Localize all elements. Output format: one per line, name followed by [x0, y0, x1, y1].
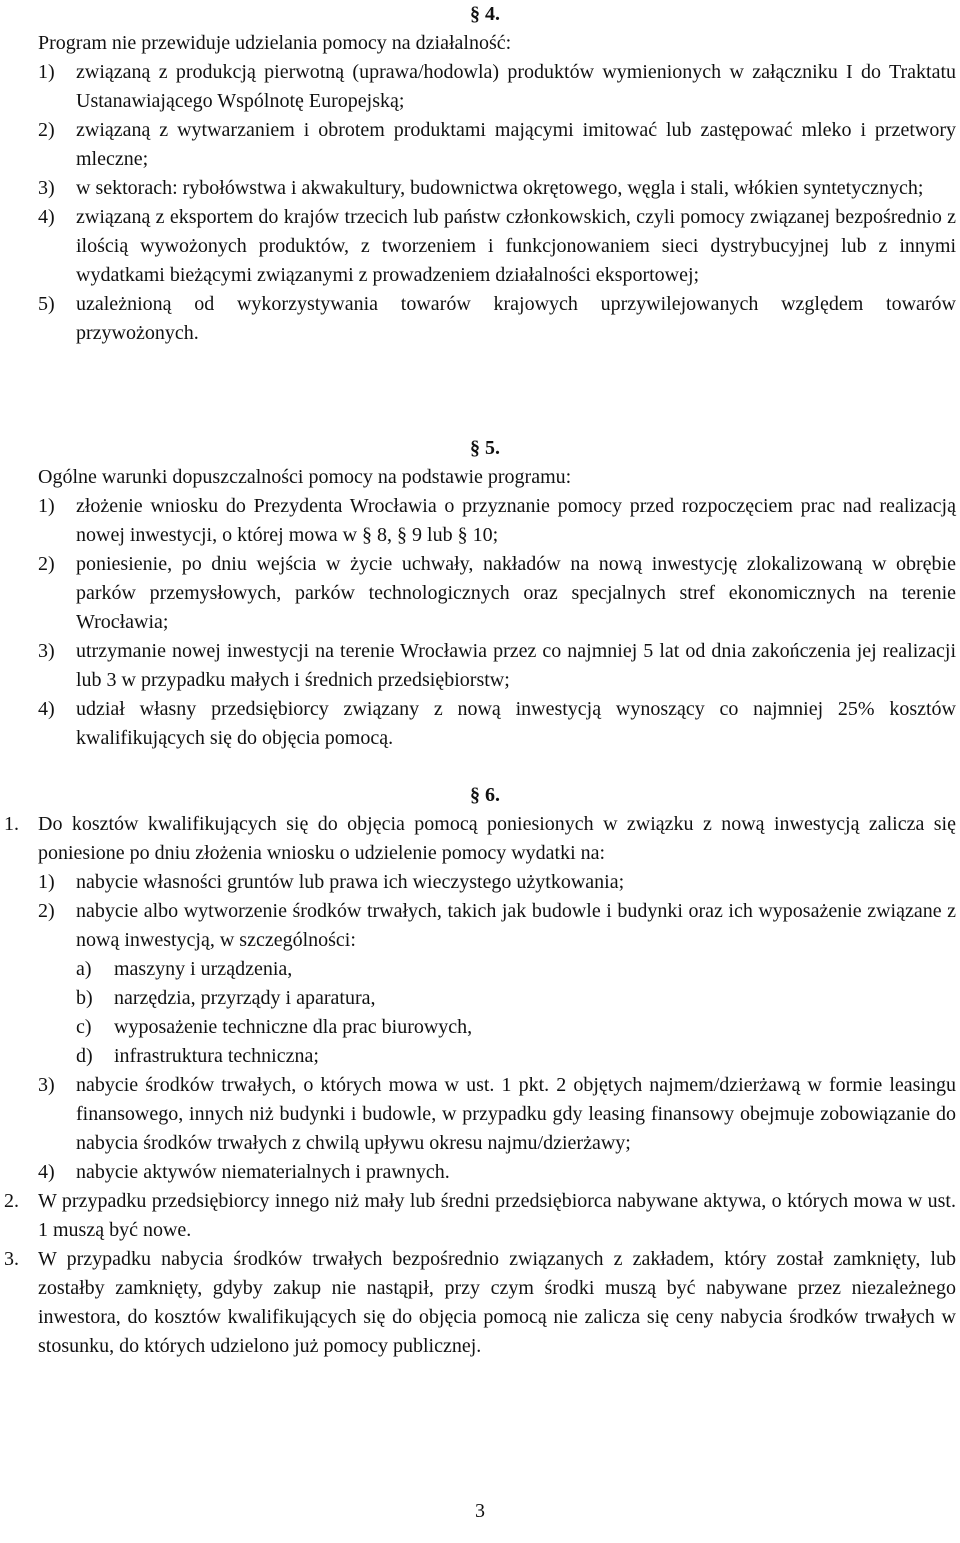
item-text: w sektorach: rybołówstwa i akwakultury, budownictwa okrętowego, węgla i stali, włókien syntetycznych; — [76, 177, 924, 199]
subitem-letter: d) — [76, 1045, 93, 1067]
section-5 — [0, 434, 960, 753]
paragraph-number: 2. — [4, 1190, 19, 1212]
section-6-subitem — [76, 955, 960, 984]
section-6-paragraph-3 — [4, 1245, 956, 1361]
section-6-item — [38, 1071, 956, 1158]
section-4 — [0, 0, 960, 348]
section-6-subitem — [76, 984, 960, 1013]
paragraph-text: W przypadku przedsiębiorcy innego niż mały lub średni przedsiębiorca nabywane aktywa, o których mowa w ust. 1 muszą być nowe. — [38, 1190, 956, 1241]
section-6-heading: § 6. — [470, 784, 500, 806]
section-5-intro: Ogólne warunki dopuszczalności pomocy na podstawie programu: — [38, 466, 572, 488]
item-number: 4) — [38, 1161, 55, 1183]
item-text: udział własny przedsiębiorcy związany z nową inwestycją wynoszący co najmniej 25% kosztów kwalifikujących się do objęcia pomocą. — [76, 698, 956, 749]
paragraph-number: 1. — [4, 813, 19, 835]
section-4-item — [38, 116, 956, 174]
item-text: uzależnioną od wykorzystywania towarów krajowych uprzywilejowanych względem towarów przywożonych. — [76, 293, 956, 344]
item-text: utrzymanie nowej inwestycji na terenie Wrocławia przez co najmniej 5 lat od dnia zakończenia jej realizacji lub 3 w przypadku małych i średnich przedsiębiorstw; — [76, 640, 956, 691]
item-number: 2) — [38, 119, 55, 141]
item-number: 3) — [38, 177, 55, 199]
section-4-intro: Program nie przewiduje udzielania pomocy na działalność: — [38, 32, 512, 54]
item-text: złożenie wniosku do Prezydenta Wrocławia o przyznanie pomocy przed rozpoczęciem prac nad realizacją nowej inwestycji, o której mowa w § 8, § 9 lub § 10; — [76, 495, 956, 546]
section-4-item — [38, 203, 956, 290]
section-5-item — [38, 550, 956, 637]
section-6-paragraph-2 — [4, 1187, 956, 1245]
paragraph-number: 3. — [4, 1248, 19, 1270]
section-4-item — [38, 58, 956, 116]
subitem-text: wyposażenie techniczne dla prac biurowych, — [114, 1016, 473, 1038]
section-6 — [0, 781, 960, 1361]
section-4-item — [38, 290, 956, 348]
subitem-letter: a) — [76, 958, 92, 980]
section-6-item — [38, 868, 956, 897]
item-text: poniesienie, po dniu wejścia w życie uchwały, nakładów na nową inwestycję zlokalizowaną w obrębie parków przemysłowych, parków technologicznych oraz specjalnych stref ekonomicznych na terenie Wrocławia; — [76, 553, 956, 633]
section-5-item — [38, 637, 956, 695]
paragraph-text: Do kosztów kwalifikujących się do objęcia pomocą poniesionych w związku z nową inwestycją zalicza się poniesione po dniu złożenia wniosku o udzielenie pomocy wydatki na: — [38, 813, 956, 864]
item-number: 5) — [38, 293, 55, 315]
item-text: związaną z produkcją pierwotną (uprawa/hodowla) produktów wymienionych w załączniku I do Traktatu Ustanawiającego Wspólnotę Europejską; — [76, 61, 956, 112]
item-number: 2) — [38, 553, 55, 575]
subitem-letter: c) — [76, 1016, 92, 1038]
item-number: 3) — [38, 1074, 55, 1096]
section-5-item — [38, 695, 956, 753]
section-6-subitem — [76, 1042, 960, 1071]
subitem-text: infrastruktura techniczna; — [114, 1045, 319, 1067]
section-4-item — [38, 174, 956, 203]
subitem-text: narzędzia, przyrządy i aparatura, — [114, 987, 376, 1009]
item-text: nabycie środków trwałych, o których mowa w ust. 1 pkt. 2 objętych najmem/dzierżawą w formie leasingu finansowego, innych niż budynki i budowle, w przypadku gdy leasing finansowy obejmuje zobowiązanie do nabycia środków trwałych z chwilą upływu okresu najmu/dzierżawy; — [76, 1074, 956, 1154]
subitem-letter: b) — [76, 987, 93, 1009]
item-number: 1) — [38, 871, 55, 893]
item-text: związaną z wytwarzaniem i obrotem produktami mającymi imitować lub zastępować mleko i przetwory mleczne; — [76, 119, 956, 170]
section-4-heading: § 4. — [470, 3, 500, 25]
section-6-subitem — [76, 1013, 960, 1042]
section-5-heading: § 5. — [470, 437, 500, 459]
item-text: nabycie własności gruntów lub prawa ich wieczystego użytkowania; — [76, 871, 625, 893]
item-number: 1) — [38, 495, 55, 517]
item-number: 1) — [38, 61, 55, 83]
subitem-text: maszyny i urządzenia, — [114, 958, 293, 980]
item-text: nabycie albo wytworzenie środków trwałych, takich jak budowle i budynki oraz ich wyposażenie związane z nową inwestycją, w szczególności: — [76, 900, 956, 951]
page-number: 3 — [475, 1500, 485, 1522]
item-number: 2) — [38, 900, 55, 922]
section-6-item — [38, 897, 956, 955]
section-6-paragraph-1 — [4, 810, 956, 868]
item-text: nabycie aktywów niematerialnych i prawnych. — [76, 1161, 450, 1183]
item-number: 4) — [38, 698, 55, 720]
item-number: 4) — [38, 206, 55, 228]
paragraph-text: W przypadku nabycia środków trwałych bezpośrednio związanych z zakładem, który został zamknięty, lub zostałby zamknięty, gdyby zakup nie nastąpił, przy czym środki muszą być nabywane przez niezależnego inwestora, do kosztów kwalifikujących się do objęcia pomocą nie zalicza się ceny nabycia środków trwałych w stosunku, do których udzielono już pomocy publicznej. — [38, 1248, 956, 1357]
section-6-item — [38, 1158, 956, 1187]
item-number: 3) — [38, 640, 55, 662]
section-5-item — [38, 492, 956, 550]
item-text: związaną z eksportem do krajów trzecich lub państw członkowskich, czyli pomocy związanej bezpośrednio z ilością wywożonych produktów, z tworzeniem i funkcjonowaniem sieci dystrybucyjnej lub z innymi wydatkami bieżącymi związanymi z prowadzeniem działalności eksportowej; — [76, 206, 956, 286]
